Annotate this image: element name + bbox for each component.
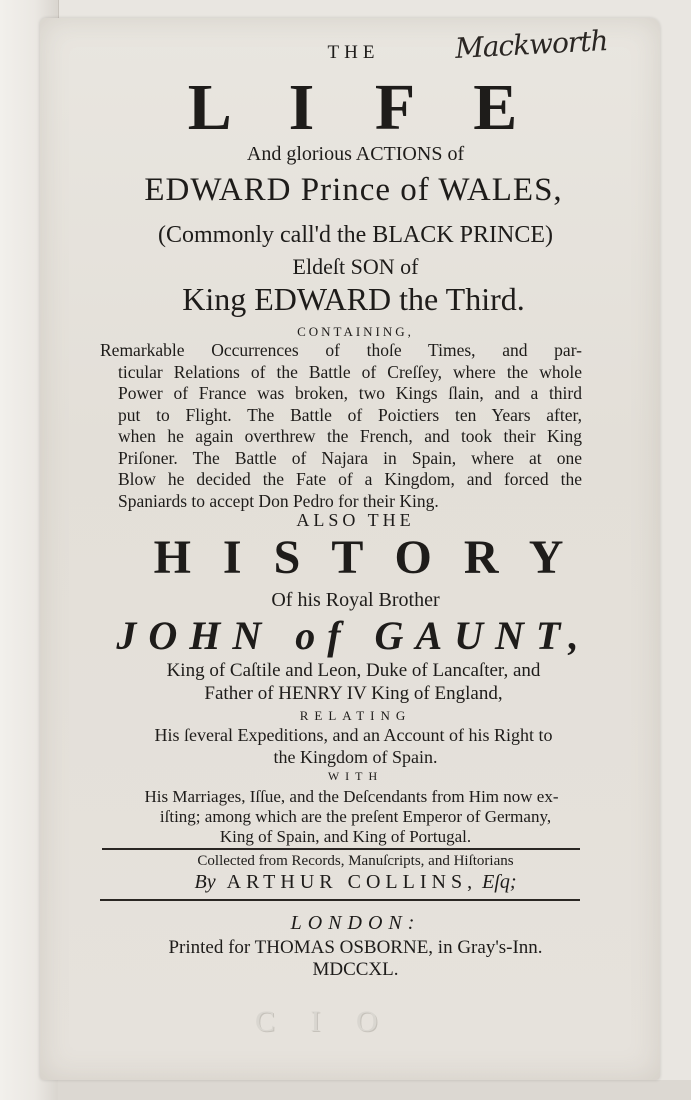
containing-line: Spaniards to accept Don Pedro for their King. [118,490,439,511]
gaunt-line: King of Caſtile and Leon, Duke of Lancaſter, and [166,660,541,681]
title-life: L I F E [187,71,540,144]
title-edward: EDWARD Prince of WALES, [144,172,563,208]
title-eldest: Eldeſt SON of [292,254,419,279]
blind-stamp: C I O [255,1005,392,1038]
divider-rule [102,848,580,850]
title-commonly: (Commonly call'd the BLACK PRINCE) [158,222,553,248]
handwritten-signature: Mackworth [454,24,609,65]
background-surface [58,1080,691,1100]
relating-line: His ſeveral Expeditions, and an Account of his Right to [154,725,553,745]
gaunt-line: Father of HENRY IV King of England, [204,683,503,704]
title-king: King EDWARD the Third. [182,281,525,317]
with-line: iſting; among which are the preſent Emperor of Germany, [159,807,552,826]
with-line: King of Spain, and King of Portugal. [219,827,472,846]
author-suffix: Eſq; [482,871,517,893]
with-line: His Marriages, Iſſue, and the Deſcendants from Him now ex- [144,787,559,806]
title-the: THE [327,42,380,63]
relating-heading: RELATING [299,708,412,723]
divider-rule [100,899,580,901]
history-heading: H I S T O R Y [153,531,574,584]
title-subtitle: And glorious ACTIONS of [246,143,465,165]
royal-brother: Of his Royal Brother [271,589,440,611]
containing-paragraph [100,340,582,512]
containing-line: Blow he decided the Fate of a Kingdom, and forced the [118,469,582,489]
imprint-printer: Printed for THOMAS OSBORNE, in Gray's-Inn. [168,937,543,958]
relating-line: the Kingdom of Spain. [273,747,438,767]
also-the: ALSO THE [296,510,415,530]
containing-heading: CONTAINING, [297,324,414,339]
containing-line: ticular Relations of the Battle of Creſſey, where the whole [118,361,582,382]
with-heading: WITH [327,769,384,783]
imprint-year: MDCCXL. [312,959,399,980]
containing-line: Priſoner. The Battle of Najara in Spain, where at one [118,447,582,468]
imprint-city: LONDON: [290,912,421,934]
john-of-gaunt: JOHN of GAUNT, [116,613,591,658]
containing-line: put to Flight. The Battle of Poictiers ten Years after, [118,404,582,425]
collected-line: Collected from Records, Manuſcripts, and Hiſtorians [197,853,514,869]
containing-line: when he again overthrew the French, and took their King [118,426,582,446]
containing-line: Remarkable Occurrences of thoſe Times, and par- [100,340,582,360]
author-by: By [194,871,216,893]
author-name: ARTHUR COLLINS, [226,871,478,893]
containing-line: Power of France was broken, two Kings ſlain, and a third [118,383,582,403]
author-line [0,871,691,894]
